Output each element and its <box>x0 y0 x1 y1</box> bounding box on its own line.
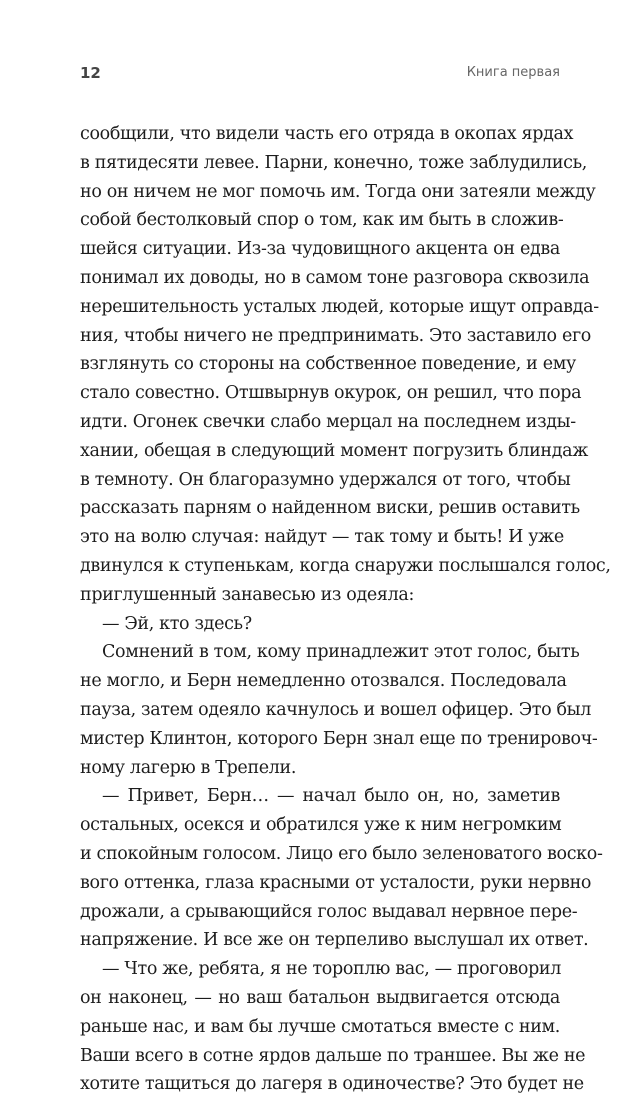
text-line: в пятидесяти левее. Парни, конечно, тоже заблудились, <box>80 152 587 173</box>
text-line: раньше нас, и вам бы лучше смотаться вместе с ним. <box>80 1016 560 1037</box>
text-line: напряжение. И все же он терпеливо выслушал их ответ. <box>80 930 589 951</box>
text-line: хании, обещая в следующий момент погрузить блиндаж <box>80 440 588 461</box>
text-line: но он ничем не мог помочь им. Тогда они затеяли между <box>80 181 596 202</box>
text-line: понимал их доводы, но в самом тоне разговора сквозила <box>80 267 590 288</box>
text-line: мистер Клинтон, которого Берн знал еще по тренировоч- <box>80 728 598 749</box>
running-head: Книга первая <box>466 65 560 80</box>
text-line: Ваши всего в сотне ярдов дальше по траншее. Вы же не <box>80 1045 586 1066</box>
text-line: взглянуть со стороны на собственное поведение, и ему <box>80 354 576 375</box>
text-line: это на волю случая: найдут — так тому и быть! И уже <box>80 527 564 548</box>
text-line: двинулся к ступенькам, когда снаружи послышался голос, <box>80 555 611 576</box>
text-line: хотите тащиться до лагеря в одиночестве? Это будет не <box>80 1074 584 1095</box>
text-line: ния, чтобы ничего не предпринимать. Это заставило его <box>80 325 591 346</box>
text-line: стало совестно. Отшвырнув окурок, он решил, что пора <box>80 383 582 404</box>
text-line: — Что же, ребята, я не тороплю вас, — проговорил <box>102 959 561 980</box>
text-line: в темноту. Он благоразумно удержался от того, чтобы <box>80 469 571 490</box>
text-line: остальных, осекся и обратился уже к ним негромким <box>80 815 562 836</box>
text-line: приглушенный занавесью из одеяла: <box>80 584 415 605</box>
text-line: ному лагерю в Трепели. <box>80 757 297 778</box>
text-line: пауза, затем одеяло качнулось и вошел офицер. Это был <box>80 699 592 720</box>
text-line: идти. Огонек свечки слабо мерцал на последнем изды- <box>80 411 576 432</box>
page-number: 12 <box>80 64 101 82</box>
text-line: не могло, и Берн немедленно отозвался. Последовала <box>80 671 567 692</box>
text-line: он наконец, — но ваш батальон выдвигается отсюда <box>80 987 560 1008</box>
text-line: нерешительность усталых людей, которые ищут оправда- <box>80 296 599 317</box>
body-text <box>80 120 611 1099</box>
text-line: шейся ситуации. Из-за чудовищного акцента он едва <box>80 239 560 260</box>
text-line: собой бестолковый спор о том, как им быть в сложив- <box>80 210 564 231</box>
text-line: — Эй, кто здесь? <box>102 613 252 634</box>
text-line: Сомнений в том, кому принадлежит этот голос, быть <box>102 642 580 663</box>
page-header <box>80 64 560 84</box>
text-line: вого оттенка, глаза красными от усталости, руки нервно <box>80 872 592 893</box>
text-line: и спокойным голосом. Лицо его было зеленоватого воско- <box>80 843 603 864</box>
text-line: сообщили, что видели часть его отряда в окопах ярдах <box>80 124 574 144</box>
text-line: рассказать парням о найденном виски, решив оставить <box>80 498 580 519</box>
text-line: дрожали, а срывающийся голос выдавал нервное пере- <box>80 901 578 922</box>
text-line: — Привет, Берн… — начал было он, но, заметив <box>102 786 560 807</box>
